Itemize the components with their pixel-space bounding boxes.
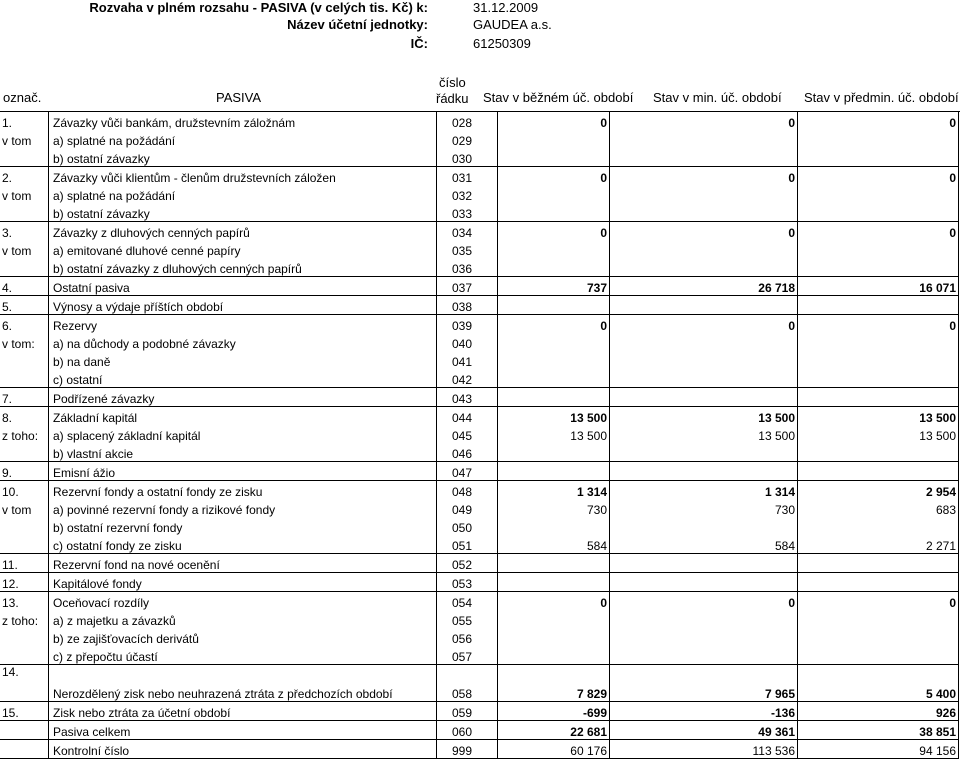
value-current: [498, 388, 610, 407]
value-current: 0: [498, 112, 610, 131]
value-current: 730: [498, 499, 610, 517]
row-number: 042: [437, 369, 498, 388]
table-row: [0, 610, 959, 628]
value-previous: [610, 203, 798, 222]
row-number: 029: [437, 130, 498, 148]
row-label: Závazky vůči klientům - členům družstevních záložen: [49, 167, 437, 186]
col-name-header: PASIVA: [216, 90, 262, 105]
row-label: b) vlastní akcie: [49, 443, 437, 462]
row-label: b) ostatní závazky: [49, 203, 437, 222]
value-current: [498, 148, 610, 167]
value-previous: 26 718: [610, 277, 798, 296]
row-label: a) z majetku a závazků: [49, 610, 437, 628]
balance-sheet-table: [0, 111, 959, 759]
row-label: Nerozdělený zisk nebo neuhrazená ztráta z předchozích období: [49, 665, 437, 702]
row-label: Kontrolní číslo: [49, 740, 437, 759]
row-number: 045: [437, 425, 498, 443]
col-previous-header: Stav v min. úč. období: [653, 90, 782, 105]
row-mark: 8.: [0, 407, 49, 426]
table-row: [0, 407, 959, 426]
value-preceding: [798, 296, 959, 315]
value-preceding: [798, 185, 959, 203]
row-label: Ostatní pasiva: [49, 277, 437, 296]
row-label: b) ostatní rezervní fondy: [49, 517, 437, 535]
table-row: [0, 185, 959, 203]
row-mark: v tom: [2, 189, 32, 203]
ic-label: IČ:: [410, 36, 428, 51]
row-mark: v tom: [2, 503, 32, 517]
value-preceding: [798, 443, 959, 462]
row-number: 030: [437, 148, 498, 167]
value-current: 737: [498, 277, 610, 296]
row-mark: 9.: [0, 462, 49, 481]
row-mark: [0, 535, 49, 554]
row-label: Rezervní fond na nové ocenění: [49, 554, 437, 573]
table-row: [0, 333, 959, 351]
value-preceding: [798, 130, 959, 148]
row-mark: v tom: [2, 244, 32, 258]
value-previous: 7 965: [610, 665, 798, 702]
value-current: [498, 296, 610, 315]
table-row: [0, 517, 959, 535]
table-row: [0, 646, 959, 665]
value-current: [498, 258, 610, 277]
table-row: [0, 222, 959, 241]
value-current: 0: [498, 592, 610, 611]
value-preceding: [798, 628, 959, 646]
row-label: Rezervní fondy a ostatní fondy ze zisku: [49, 481, 437, 500]
value-current: [498, 610, 610, 628]
value-preceding: 0: [798, 167, 959, 186]
row-mark: [0, 740, 49, 759]
value-previous: 0: [610, 315, 798, 334]
value-previous: [610, 185, 798, 203]
row-number: 060: [437, 721, 498, 740]
row-number: 054: [437, 592, 498, 611]
value-previous: [610, 517, 798, 535]
value-preceding: 16 071: [798, 277, 959, 296]
value-preceding: [798, 388, 959, 407]
table-row: [0, 425, 959, 443]
value-previous: 113 536: [610, 740, 798, 759]
row-number: 031: [437, 167, 498, 186]
row-mark: [0, 369, 49, 388]
value-previous: 730: [610, 499, 798, 517]
row-label: Závazky z dluhových cenných papírů: [49, 222, 437, 241]
value-preceding: 0: [798, 592, 959, 611]
value-previous: [610, 369, 798, 388]
entity-name: GAUDEA a.s.: [473, 17, 552, 32]
col-rowno-header-line2: řádku: [436, 91, 469, 106]
value-previous: 0: [610, 222, 798, 241]
value-previous: [610, 258, 798, 277]
value-previous: [610, 628, 798, 646]
value-preceding: [798, 554, 959, 573]
row-label: a) na důchody a podobné závazky: [49, 333, 437, 351]
table-row: [0, 315, 959, 334]
value-preceding: [798, 369, 959, 388]
row-label: c) z přepočtu účastí: [49, 646, 437, 665]
value-current: [498, 351, 610, 369]
row-number: 046: [437, 443, 498, 462]
row-label: Kapitálové fondy: [49, 573, 437, 592]
row-label: Emisní ážio: [49, 462, 437, 481]
table-row: [0, 481, 959, 500]
row-label: b) ostatní závazky: [49, 148, 437, 167]
row-label: Oceňovací rozdíly: [49, 592, 437, 611]
value-current: [498, 517, 610, 535]
row-label: b) ostatní závazky z dluhových cenných papírů: [49, 258, 437, 277]
row-number: 051: [437, 535, 498, 554]
value-previous: [610, 646, 798, 665]
table-row: [0, 665, 959, 702]
value-previous: [610, 443, 798, 462]
value-previous: -136: [610, 702, 798, 721]
row-label: a) splatné na požádání: [49, 130, 437, 148]
row-number: 058: [437, 665, 498, 702]
row-mark: 1.: [0, 112, 49, 131]
row-mark: z toho:: [2, 614, 39, 628]
value-previous: [610, 351, 798, 369]
value-current: 0: [498, 315, 610, 334]
row-mark: [0, 258, 49, 277]
value-current: [498, 554, 610, 573]
row-number: 049: [437, 499, 498, 517]
value-preceding: [798, 351, 959, 369]
value-previous: [610, 462, 798, 481]
row-mark: 15.: [0, 702, 49, 721]
value-current: 584: [498, 535, 610, 554]
value-preceding: [798, 258, 959, 277]
row-number: 033: [437, 203, 498, 222]
row-label: a) splacený základní kapitál: [49, 425, 437, 443]
col-rowno-header-line1: číslo: [439, 75, 466, 90]
row-label: a) povinné rezervní fondy a rizikové fondy: [49, 499, 437, 517]
table-row: [0, 628, 959, 646]
row-mark: [0, 517, 49, 535]
row-label: Zisk nebo ztráta za účetní období: [49, 702, 437, 721]
report-date: 31.12.2009: [473, 0, 539, 15]
value-previous: 13 500: [610, 425, 798, 443]
table-row: [0, 277, 959, 296]
value-previous: [610, 333, 798, 351]
value-preceding: [798, 148, 959, 167]
row-number: 044: [437, 407, 498, 426]
row-mark: [0, 203, 49, 222]
value-current: [498, 203, 610, 222]
row-mark: [0, 443, 49, 462]
value-current: 22 681: [498, 721, 610, 740]
row-mark: 3.: [0, 222, 49, 241]
row-number: 999: [437, 740, 498, 759]
row-mark: 6.: [0, 315, 49, 334]
row-number: 059: [437, 702, 498, 721]
value-preceding: [798, 573, 959, 592]
row-label: c) ostatní fondy ze zisku: [49, 535, 437, 554]
row-number: 036: [437, 258, 498, 277]
value-current: [498, 443, 610, 462]
value-current: -699: [498, 702, 610, 721]
table-row: [0, 369, 959, 388]
value-preceding: [798, 646, 959, 665]
row-number: 041: [437, 351, 498, 369]
value-current: [498, 130, 610, 148]
col-mark-header: označ.: [3, 90, 42, 105]
row-label: a) splatné na požádání: [49, 185, 437, 203]
row-mark: [0, 148, 49, 167]
value-current: [498, 646, 610, 665]
value-preceding: 683: [798, 499, 959, 517]
value-preceding: 2 271: [798, 535, 959, 554]
value-current: 7 829: [498, 665, 610, 702]
value-preceding: [798, 240, 959, 258]
row-mark: 7.: [0, 388, 49, 407]
row-number: 057: [437, 646, 498, 665]
row-label: b) ze zajišťovacích derivátů: [49, 628, 437, 646]
value-preceding: [798, 333, 959, 351]
row-number: 028: [437, 112, 498, 131]
value-previous: 0: [610, 592, 798, 611]
value-current: [498, 573, 610, 592]
row-label: Výnosy a výdaje příštích období: [49, 296, 437, 315]
value-preceding: 2 954: [798, 481, 959, 500]
table-row: [0, 148, 959, 167]
row-mark: z toho:: [2, 429, 39, 443]
row-mark: [0, 351, 49, 369]
col-current-header: Stav v běžném úč. období: [483, 90, 634, 105]
row-label: c) ostatní: [49, 369, 437, 388]
table-row: [0, 167, 959, 186]
row-mark: [0, 646, 49, 665]
value-preceding: 13 500: [798, 425, 959, 443]
value-preceding: 13 500: [798, 407, 959, 426]
row-mark: 2.: [0, 167, 49, 186]
entity-name-label: Název účetní jednotky:: [287, 17, 428, 32]
row-label: a) emitované dluhové cenné papíry: [49, 240, 437, 258]
value-previous: [610, 296, 798, 315]
value-preceding: 38 851: [798, 721, 959, 740]
value-previous: [610, 610, 798, 628]
value-current: [498, 462, 610, 481]
table-row: [0, 499, 959, 517]
row-number: 034: [437, 222, 498, 241]
ic-value: 61250309: [473, 36, 531, 51]
row-number: 032: [437, 185, 498, 203]
table-row: [0, 721, 959, 740]
value-preceding: 0: [798, 112, 959, 131]
row-label: Rezervy: [49, 315, 437, 334]
value-previous: [610, 130, 798, 148]
value-current: [498, 369, 610, 388]
table-body: [0, 112, 959, 759]
column-header-row: [0, 73, 960, 112]
value-current: [498, 333, 610, 351]
table-row: [0, 573, 959, 592]
row-number: 048: [437, 481, 498, 500]
row-mark: [0, 628, 49, 646]
table-row: [0, 702, 959, 721]
value-previous: 1 314: [610, 481, 798, 500]
table-row: [0, 740, 959, 759]
row-mark: [0, 721, 49, 740]
value-previous: 13 500: [610, 407, 798, 426]
entity-name-line: [0, 17, 960, 37]
value-current: [498, 185, 610, 203]
row-mark: v tom:: [2, 337, 35, 351]
value-preceding: 926: [798, 702, 959, 721]
row-number: 043: [437, 388, 498, 407]
value-preceding: 94 156: [798, 740, 959, 759]
row-mark: 13.: [0, 592, 49, 611]
value-preceding: 0: [798, 315, 959, 334]
value-previous: [610, 554, 798, 573]
value-preceding: [798, 517, 959, 535]
row-mark: 11.: [0, 554, 49, 573]
value-current: 13 500: [498, 425, 610, 443]
row-label: Pasiva celkem: [49, 721, 437, 740]
value-previous: [610, 240, 798, 258]
value-current: [498, 628, 610, 646]
table-row: [0, 351, 959, 369]
row-number: 038: [437, 296, 498, 315]
value-preceding: [798, 462, 959, 481]
row-number: 039: [437, 315, 498, 334]
value-current: 1 314: [498, 481, 610, 500]
row-mark: 4.: [0, 277, 49, 296]
value-previous: 0: [610, 112, 798, 131]
value-previous: 584: [610, 535, 798, 554]
value-preceding: [798, 610, 959, 628]
row-mark: 5.: [0, 296, 49, 315]
row-mark: 14.: [0, 665, 49, 702]
value-preceding: [798, 203, 959, 222]
table-row: [0, 443, 959, 462]
table-row: [0, 296, 959, 315]
row-mark: 12.: [0, 573, 49, 592]
row-number: 056: [437, 628, 498, 646]
row-label: Základní kapitál: [49, 407, 437, 426]
row-number: 055: [437, 610, 498, 628]
col-preceding-header: Stav v předmin. úč. období: [804, 90, 959, 105]
row-number: 047: [437, 462, 498, 481]
value-current: [498, 240, 610, 258]
report-title: Rozvaha v plném rozsahu - PASIVA (v celých tis. Kč) k:: [89, 0, 428, 15]
table-row: [0, 535, 959, 554]
table-row: [0, 462, 959, 481]
table-row: [0, 554, 959, 573]
row-number: 040: [437, 333, 498, 351]
table-row: [0, 258, 959, 277]
table-row: [0, 203, 959, 222]
value-current: 60 176: [498, 740, 610, 759]
table-row: [0, 240, 959, 258]
row-label: Podřízené závazky: [49, 388, 437, 407]
value-previous: 0: [610, 167, 798, 186]
row-number: 052: [437, 554, 498, 573]
value-previous: [610, 573, 798, 592]
table-row: [0, 130, 959, 148]
table-row: [0, 112, 959, 131]
value-preceding: 0: [798, 222, 959, 241]
row-mark: v tom: [2, 134, 32, 148]
row-label: Závazky vůči bankám, družstevním záložnám: [49, 112, 437, 131]
value-current: 0: [498, 167, 610, 186]
table-row: [0, 592, 959, 611]
value-previous: [610, 148, 798, 167]
table-row: [0, 388, 959, 407]
value-current: 0: [498, 222, 610, 241]
row-number: 037: [437, 277, 498, 296]
value-previous: [610, 388, 798, 407]
row-mark: 10.: [0, 481, 49, 500]
value-preceding: 5 400: [798, 665, 959, 702]
row-number: 053: [437, 573, 498, 592]
value-previous: 49 361: [610, 721, 798, 740]
row-number: 035: [437, 240, 498, 258]
row-number: 050: [437, 517, 498, 535]
row-label: b) na daně: [49, 351, 437, 369]
value-current: 13 500: [498, 407, 610, 426]
ic-line: [0, 36, 960, 56]
